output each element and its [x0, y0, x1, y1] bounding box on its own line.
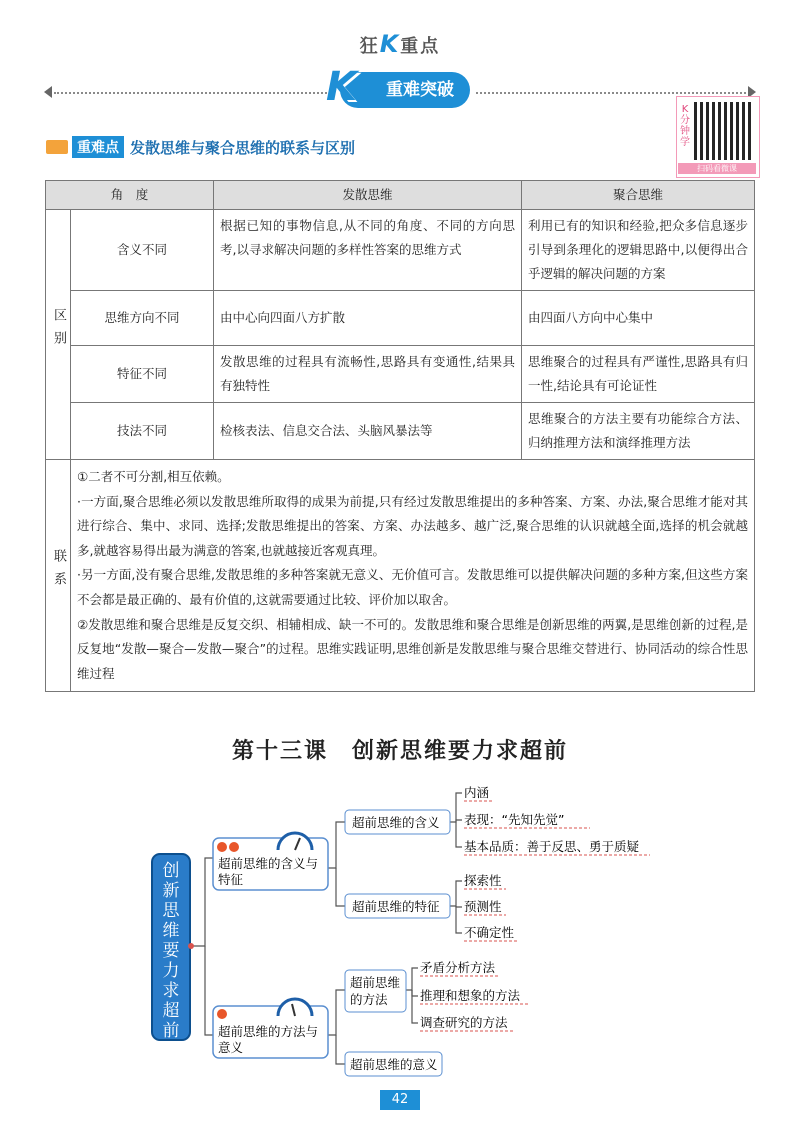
- qr-side-text: K分钟学: [680, 104, 690, 148]
- section-tag: 重难点: [72, 136, 124, 158]
- connector: [336, 1035, 345, 1064]
- leaf-meaning: 内涵: [464, 785, 490, 800]
- cell-divergent: 发散思维的过程具有流畅性,思路具有变通性,结果具有独特性: [214, 346, 522, 403]
- link-para: ①二者不可分割,相互依赖。: [77, 469, 230, 484]
- sub-feature: 超前思维的特征: [352, 899, 440, 914]
- branch1-line2: 特征: [218, 872, 244, 887]
- branch2-line1: 超前思维的方法与: [218, 1024, 319, 1039]
- star-badge-icon: [217, 842, 227, 852]
- connector: [456, 906, 462, 907]
- link-para: ②发散思维和聚合思维是反复交织、相辅相成、缺一不可的。发散思维和聚合思维是创新思维的两翼,是思维创新的过程,是反复地“发散—聚合—发散—聚合”的过程。思维实践证明,思维创新是发散思维与聚合思维交替进行、协同活动的综合性思维过程: [77, 616, 748, 681]
- branch2-line2: 意义: [218, 1040, 244, 1055]
- leaf-method: 矛盾分析方法: [420, 960, 496, 975]
- link-para: ·另一方面,没有聚合思维,发散思维的多种答案就无意义、无价值可言。发散思维可以提供解决问题的多种方案,但这些方案不会都是最正确的、最有价值的,这就需要通过比较、评价加以取舍。: [77, 567, 748, 607]
- root-char: 新: [162, 881, 180, 901]
- qr-caption: 扫码看微课: [678, 163, 756, 174]
- connector: [450, 881, 462, 906]
- brand-pre: 狂: [359, 36, 380, 57]
- connector: [328, 990, 345, 1035]
- brand-post: 重点: [400, 36, 441, 57]
- star-badge-icon: [229, 842, 239, 852]
- leaf-feature: 不确定性: [464, 925, 515, 940]
- connector: [190, 858, 213, 946]
- section-title: 发散思维与聚合思维的联系与区别: [130, 138, 356, 157]
- leaf-method: 推理和想象的方法: [420, 988, 521, 1003]
- connector: [456, 906, 462, 933]
- page-number: 42: [380, 1090, 420, 1110]
- root-char: 力: [162, 961, 180, 981]
- row-label: 思维方向不同: [71, 291, 214, 346]
- connector: [406, 968, 418, 990]
- root-char: 前: [162, 1021, 180, 1041]
- star-badge-icon: [217, 1009, 227, 1019]
- cell-convergent: 由四面八方向中心集中: [522, 291, 755, 346]
- cell-convergent: 思维聚合的方法主要有功能综合方法、归纳推理方法和演绎推理方法: [522, 403, 755, 460]
- connector: [412, 990, 418, 1023]
- connector: [450, 793, 462, 822]
- cell-divergent: 检核表法、信息交合法、头脑风暴法等: [214, 403, 522, 460]
- leaf-meaning: 基本品质：善于反思、勇于质疑: [464, 839, 640, 854]
- root-char: 求: [162, 981, 180, 1001]
- header-convergent: 聚合思维: [522, 181, 755, 210]
- branch1-line1: 超前思维的含义与: [218, 856, 319, 871]
- header-angle: 角 度: [46, 181, 214, 210]
- connector: [205, 946, 213, 1035]
- link-para: ·一方面,聚合思维必须以发散思维所取得的成果为前提,只有经过发散思维提出的多种答案、方案、办法,聚合思维才能对其进行综合、集中、求同、选择;发散思维提出的答案、方案、办法越多、越广泛,聚合思维的认识就越全面,选择的机会就越多,就越容易得出最为满意的答案,也就越接近客观真理。: [77, 493, 748, 558]
- leaf-feature: 预测性: [464, 899, 502, 914]
- banner-k-logo-icon: K: [326, 64, 357, 110]
- root-char: 思: [162, 901, 180, 921]
- leaf-method: 调查研究的方法: [420, 1015, 508, 1030]
- brand-k: K: [379, 30, 401, 58]
- sub-method-line1: 超前思维: [350, 975, 401, 990]
- sub-method-line2: 的方法: [350, 992, 388, 1007]
- group-diff-label: 区别: [46, 210, 71, 460]
- connector: [456, 822, 462, 847]
- cell-divergent: 根据已知的事物信息,从不同的角度、不同的方向思考,以寻求解决问题的多样性答案的思维方式: [214, 210, 522, 291]
- root-char: 创: [162, 861, 180, 881]
- leaf-feature: 探索性: [464, 873, 502, 888]
- row-label: 特征不同: [71, 346, 214, 403]
- lesson-title: 第十三课 创新思维要力求超前: [231, 738, 568, 764]
- root-char: 要: [162, 941, 180, 961]
- root-dot: [188, 943, 194, 949]
- section-banner: 重难突破: [340, 72, 470, 108]
- row-label: 含义不同: [71, 210, 214, 291]
- connector: [456, 820, 462, 822]
- group-link-label: 联系: [46, 460, 71, 692]
- sub-significance: 超前思维的意义: [350, 1057, 438, 1072]
- connector: [328, 822, 345, 868]
- sub-meaning: 超前思维的含义: [352, 815, 440, 830]
- cell-divergent: 由中心向四面八方扩散: [214, 291, 522, 346]
- cell-convergent: 思维聚合的过程具有严谨性,思路具有归一性,结论具有可论证性: [522, 346, 755, 403]
- row-label: 技法不同: [71, 403, 214, 460]
- leaf-meaning: 表现：“先知先觉”: [464, 812, 565, 827]
- root-char: 超: [162, 1001, 180, 1021]
- connector: [412, 990, 418, 996]
- header-divergent: 发散思维: [214, 181, 522, 210]
- root-char: 维: [162, 921, 180, 941]
- cell-convergent: 利用已有的知识和经验,把众多信息逐步引导到条理化的逻辑思路中,以便得出合乎逻辑的解决问题的方案: [522, 210, 755, 291]
- connector: [336, 868, 345, 906]
